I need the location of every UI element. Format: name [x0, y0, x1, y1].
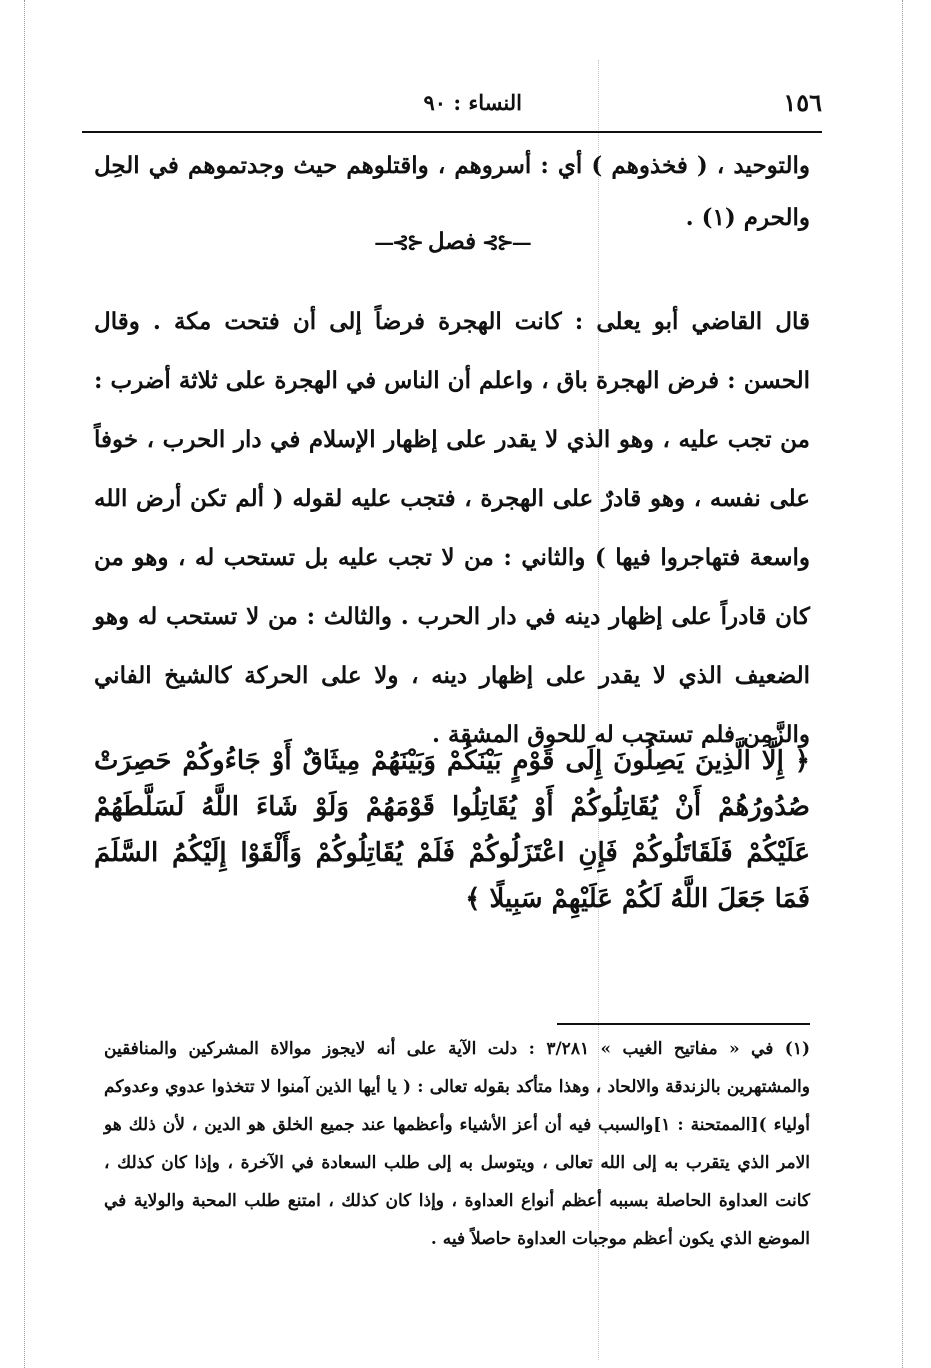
page-header — [82, 88, 822, 124]
verse-open-bracket: ﴿ — [794, 746, 810, 776]
verse-close-bracket: ﴾ — [465, 884, 481, 914]
ornament-right-icon: —⊰⊱ — [482, 230, 530, 254]
scan-edge-right — [902, 0, 903, 1368]
ornament-left-icon: ⊰⊱— — [374, 230, 422, 254]
header-rule — [82, 131, 822, 133]
body-line-continuation: والتوحيد ، ( فخذوهم ) أي : أسروهم ، واقتلوهم حيث وجدتموهم في الحِل والحرم (١) . — [94, 152, 810, 231]
verse-text: إِلَّا الَّذِينَ يَصِلُونَ إِلَى قَوْمٍ بَيْنَكُمْ وَبَيْنَهُمْ مِيثَاقٌ أَوْ جَاءُوكُمْ حَصِرَتْ صُدُورُهُمْ أَنْ يُقَاتِلُوكُمْ أَوْ يُقَاتِلُوا قَوْمَهُمْ وَلَوْ شَاءَ اللَّهُ لَسَلَّطَهُمْ عَلَيْكُمْ فَلَقَاتَلُوكُمْ فَإِنِ اعْتَزَلُوكُمْ فَلَمْ يُقَاتِلُوكُمْ وَأَلْقَوْا إِلَيْكُمُ السَّلَمَ فَمَا جَعَلَ اللَّهُ لَكُمْ عَلَيْهِمْ سَبِيلًا — [94, 746, 810, 914]
section-heading-label: فصل — [427, 228, 477, 255]
footnote-rule — [557, 1023, 810, 1025]
scan-edge-left — [24, 0, 25, 1368]
body-paragraph: قال القاضي أبو يعلى : كانت الهجرة فرضاً إلى أن فتحت مكة . وقال الحسن : فرض الهجرة باق ، واعلم أن الناس في الهجرة على ثلاثة أضرب : من تجب عليه ، وهو الذي لا يقدر على إظهار الإسلام في دار الحرب ، خوفاً على نفسه ، وهو قادرٌ على الهجرة ، فتجب عليه لقوله ( ألم تكن أرض الله واسعة فتهاجروا فيها ) والثاني : من لا تجب عليه بل تستحب له ، وهو من كان قادراً على إظهار دينه في دار الحرب . والثالث : من لا تستحب له وهو الضعيف الذي لا يقدر على إظهار دينه ، ولا على الحركة كالشيخ الفاني والزَّمِن فلم تستحب له للحوق المشقة . — [94, 308, 810, 748]
footnote-1: (١) في « مفاتيح الغيب » ٣/٢٨١ : دلت الآية على أنه لايجوز موالاة المشركين والمنافقين والمشتهرين بالزندقة والالحاد ، وهذا متأكد بقوله تعالى : ( يا أيها الذين آمنوا لا تتخذوا عدوي وعدوكم أولياء )[الممتحنة : ١]والسبب فيه أن أعز الأشياء وأعظمها عند جميع الخلق هو الدين ، لأن ذلك هو الامر الذي يتقرب به إلى الله تعالى ، ويتوسل به إلى طلب السعادة في الآخرة ، وإذا كان كذلك ، كانت العداوة الحاصلة بسببه أعظم أنواع العداوة ، وإذا كان كذلك ، امتنع طلب المحبة والولاية في الموضع الذي يكون أعظم موجبات العداوة حاصلاً فيه . — [104, 1039, 811, 1249]
section-heading — [94, 222, 810, 262]
quran-verse — [94, 738, 810, 922]
page-number: ١٥٦ — [783, 88, 822, 117]
running-head: النساء : ٩٠ — [423, 90, 522, 115]
